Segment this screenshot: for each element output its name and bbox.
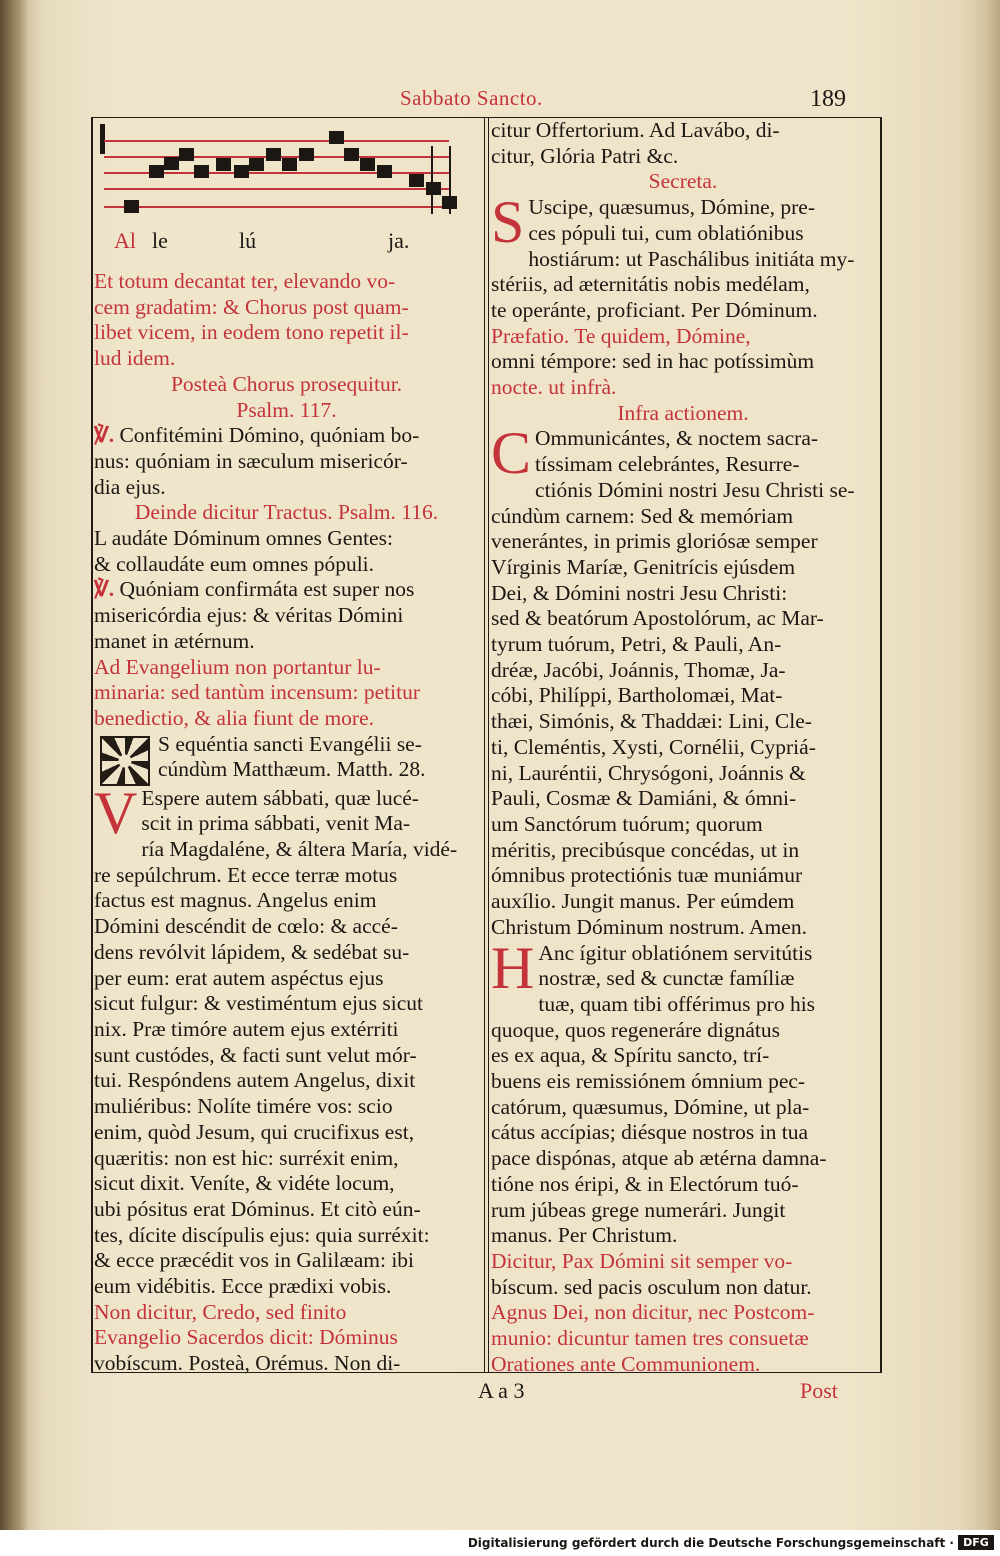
text-line: scit in prima sábbati, venit Ma- — [141, 811, 411, 836]
text-block — [491, 324, 875, 401]
text-line: dréæ, Jacóbi, Joánnis, Thomæ, Ja- — [491, 657, 786, 682]
neume — [282, 158, 297, 171]
text-line: tes, dícite discípulis ejus: quia surréxit: — [94, 1222, 430, 1247]
text-block — [94, 526, 479, 577]
text-line: Agnus Dei, non dicitur, nec Postcom- — [491, 1300, 815, 1325]
text-line: méritis, precibúsque concédas, ut in — [491, 837, 800, 862]
text-line: factus est magnus. Angelus enim — [94, 888, 377, 913]
text-line: cóbi, Philíppi, Bartholomæi, Mat- — [491, 683, 783, 708]
neume — [426, 182, 441, 195]
text-block — [491, 401, 875, 427]
text-line: stériis, ad æternitátis nobis medélam, — [491, 272, 810, 297]
text-line: misericórdia ejus: & véritas Dómini — [94, 603, 404, 628]
text-line: libet vicem, in eodem tono repetit il- — [94, 320, 409, 345]
staff-line — [104, 188, 449, 190]
text-line: Infra actionem. — [617, 400, 749, 425]
text-line: ℣. Confitémini Dómino, quóniam bo- — [94, 423, 420, 448]
text-line: enim, quòd Jesum, qui crucifixus est, — [94, 1119, 415, 1144]
right-column-text — [491, 118, 875, 1377]
text-line: omni témpore: sed in hac potíssimùm — [491, 349, 815, 374]
dfg-logo: DFG — [958, 1535, 994, 1550]
text-line: ces pópuli tui, cum oblatiónibus — [528, 220, 804, 245]
text-line: Ad Evangelium non portantur lu- — [94, 654, 381, 679]
text-line: Psalm. 117. — [236, 397, 337, 422]
text-line: citur Offertorium. Ad Lavábo, di- — [491, 118, 780, 142]
neume — [249, 158, 264, 171]
text-line: Vírginis Maríæ, Genitrícis ejúsdem — [491, 554, 796, 579]
text-line: Anc ígitur oblatiónem servitútis — [538, 940, 813, 965]
drop-capital: S — [491, 195, 525, 256]
text-line: munio: dicuntur tamen tres consuetæ — [491, 1326, 809, 1351]
text-line: ni, Lauréntii, Chrysógoni, Joánnis & — [491, 760, 806, 785]
text-line: ctiónis Dómini nostri Jesu Christi se- — [535, 477, 855, 502]
running-title: Sabbato Sancto. — [400, 86, 543, 110]
text-line: L audáte Dóminum omnes Gentes: — [94, 526, 393, 551]
text-line: tuæ, quam tibi offérimus pro his — [538, 991, 816, 1016]
text-block — [94, 500, 479, 526]
text-line: Præfatio. Te quidem, Dómine, — [491, 323, 751, 348]
neume — [344, 148, 359, 161]
versicle-mark: ℣. — [94, 577, 120, 602]
signature-mark: A a 3 — [478, 1378, 525, 1403]
text-block — [491, 426, 875, 940]
text-line: Orationes ante Communionem. — [491, 1351, 761, 1376]
text-line: quoque, quos regeneráre dignátus — [491, 1017, 780, 1042]
text-line: & ecce præcédit vos in Galilæam: ibi — [94, 1248, 415, 1273]
text-line: Ommunicántes, & noctem sacra- — [535, 426, 819, 451]
text-line: cúndùm Matthæum. Matth. 28. — [158, 757, 426, 782]
text-block — [491, 118, 875, 169]
text-line: es ex aqua, & Spíritu sancto, trí- — [491, 1043, 770, 1068]
barline — [449, 146, 451, 214]
neume — [329, 131, 344, 144]
text-block — [94, 1300, 479, 1377]
neume — [266, 148, 281, 161]
text-line: quæritis: non est hic: surréxit enim, — [94, 1145, 399, 1170]
text-line: vobíscum. Posteà, Orémus. Non di- — [94, 1351, 401, 1376]
text-block — [491, 195, 875, 324]
text-line: hostiárum: ut Paschálibus initiáta my- — [528, 246, 855, 271]
text-line: ría Magdaléne, & áltera María, vidé- — [141, 837, 458, 862]
text-line: Deinde dicitur Tractus. Psalm. 116. — [134, 500, 439, 525]
text-block — [491, 169, 875, 195]
text-line: tióne nos éripi, & in Electórum tuó- — [491, 1171, 799, 1196]
text-line: benedictio, & alia fiunt de more. — [94, 705, 375, 730]
text-line: dia ejus. — [94, 474, 166, 499]
neume — [409, 174, 424, 187]
chant-syllables — [94, 228, 479, 258]
text-line: tíssimam celebrántes, Resurre- — [535, 452, 800, 477]
left-column — [94, 118, 479, 1377]
neume — [179, 148, 194, 161]
neume — [299, 148, 314, 161]
text-line: ómnibus protectiónis tuæ muniámur — [491, 863, 803, 888]
text-line: sicut fulgur: & vestiméntum ejus sicut — [94, 991, 424, 1016]
text-line: cátus accípias; diésque nostros in tua — [491, 1120, 809, 1145]
staff-line — [104, 206, 449, 208]
text-line: minaria: sed tantùm incensum: petitur — [94, 680, 421, 705]
text-line: nix. Præ timóre autem ejus extérriti — [94, 1016, 399, 1041]
text-block — [94, 786, 479, 1300]
text-line: Evangelio Sacerdos dicit: Dóminus — [94, 1325, 398, 1350]
text-line: manus. Per Christum. — [491, 1223, 678, 1248]
text-line: ℣. Quóniam confirmáta est super nos — [94, 577, 415, 602]
syllable: Al — [114, 228, 136, 253]
text-line: & collaudáte eum omnes pópuli. — [94, 551, 375, 576]
text-line: te operánte, proficiant. Per Dóminum. — [491, 297, 818, 322]
text-line: Dicitur, Pax Dómini sit semper vo- — [491, 1248, 793, 1273]
syllable: le — [152, 228, 168, 253]
text-line: Dei, & Dómini nostri Jesu Christi: — [491, 580, 788, 605]
text-block — [94, 372, 479, 423]
text-line: Non dicitur, Credo, sed finito — [94, 1299, 347, 1324]
text-line: re sepúlchrum. Et ecce terræ motus — [94, 862, 398, 887]
text-block — [491, 941, 875, 1249]
page-gutter — [0, 0, 28, 1530]
page-number: 189 — [810, 86, 846, 112]
neume — [234, 165, 249, 178]
text-block — [491, 1249, 875, 1378]
text-line: pace dispónas, atque ab ætérna damna- — [491, 1146, 827, 1171]
text-line: Posteà Chorus prosequitur. — [170, 371, 403, 396]
drop-capital: H — [491, 940, 535, 1001]
text-block — [94, 423, 479, 500]
text-line: eum vidébitis. Ecce prædixi vobis. — [94, 1274, 392, 1299]
ornament-icon — [100, 736, 150, 786]
neume — [216, 158, 231, 171]
text-line: ti, Cleméntis, Xysti, Cornélii, Cypriá- — [491, 734, 816, 759]
text-line: Dómini descéndit de cœlo: & accé- — [94, 914, 398, 939]
neume — [124, 200, 139, 213]
text-block — [94, 269, 479, 372]
text-block — [94, 655, 479, 732]
text-line: dens revólvit lápidem, & sedébat su- — [94, 939, 410, 964]
column-divider — [484, 117, 489, 1373]
neume — [194, 165, 209, 178]
chant-notation — [94, 118, 479, 224]
text-line: Pauli, Cosmæ & Damiáni, & ómni- — [491, 786, 797, 811]
text-line: cem gradatim: & Chorus post quam- — [94, 294, 409, 319]
right-column — [491, 118, 875, 1377]
text-line: thæi, Simónis, & Thaddæi: Lini, Cle- — [491, 709, 812, 734]
text-line: Et totum decantat ter, elevando vo- — [94, 269, 396, 293]
drop-capital: V — [94, 785, 138, 846]
text-line: sicut dixit. Veníte, & vidéte locum, — [94, 1171, 395, 1196]
text-line: Christum Dóminum nostrum. Amen. — [491, 914, 807, 939]
versicle-mark: ℣. — [94, 423, 120, 448]
syllable: lú — [239, 228, 257, 253]
text-line: cúndùm carnem: Sed & memóriam — [491, 503, 794, 528]
text-line: sunt custódes, & facti sunt velut mór- — [94, 1042, 417, 1067]
text-line: per eum: erat autem aspéctus ejus — [94, 965, 384, 990]
text-line: bíscum. sed pacis osculum non datur. — [491, 1274, 812, 1299]
text-block — [94, 577, 479, 654]
neume — [164, 157, 179, 170]
text-line: tyrum tuórum, Petri, & Pauli, An- — [491, 632, 782, 657]
text-line: sed & beatórum Apostolórum, ac Mar- — [491, 606, 824, 631]
text-line: nus: quóniam in sæculum misericór- — [94, 448, 408, 473]
text-line: citur, Glória Patri &c. — [491, 143, 679, 168]
text-line: buens eis remissiónem ómnium pec- — [491, 1069, 806, 1094]
syllable: ja. — [388, 228, 410, 253]
neume — [360, 158, 375, 171]
text-line: ubi pósitus erat Dóminus. Et citò eún- — [94, 1196, 421, 1221]
barline — [431, 146, 433, 214]
text-line: auxílio. Jungit manus. Per eúmdem — [491, 889, 795, 914]
text-line: catórum, quæsumus, Dómine, ut pla- — [491, 1094, 810, 1119]
staff-line — [104, 140, 449, 142]
text-block — [94, 732, 479, 786]
catchword: Post — [800, 1378, 838, 1403]
text-line: tui. Respóndens autem Angelus, dixit — [94, 1068, 416, 1093]
text-line: nocte. ut infrà. — [491, 375, 617, 400]
text-line: muliéribus: Nolíte timére vos: scio — [94, 1094, 393, 1119]
text-line: um Sanctórum tuórum; quorum — [491, 811, 763, 836]
text-line: venerántes, in primis gloriósæ semper — [491, 529, 818, 554]
text-line: manet in ætérnum. — [94, 628, 255, 653]
text-line: Uscipe, quæsumus, Dómine, pre- — [528, 195, 816, 220]
left-column-text — [94, 269, 479, 1377]
text-line: lud idem. — [94, 346, 176, 371]
text-line: nostræ, sed & cunctæ famíliæ — [538, 966, 795, 991]
clef-mark — [100, 124, 105, 154]
text-line: rum júbeas grege numerári. Jungit — [491, 1197, 786, 1222]
text-line: S equéntia sancti Evangélii se- — [158, 731, 422, 756]
drop-capital: C — [491, 426, 532, 487]
neume — [377, 165, 392, 178]
neume — [149, 165, 164, 178]
text-line: Espere autem sábbati, quæ lucé- — [141, 785, 419, 810]
funding-credit: Digitalisierung gefördert durch die Deutsche Forschungsgemeinschaft · — [467, 1536, 954, 1550]
text-line: Secreta. — [648, 169, 718, 194]
